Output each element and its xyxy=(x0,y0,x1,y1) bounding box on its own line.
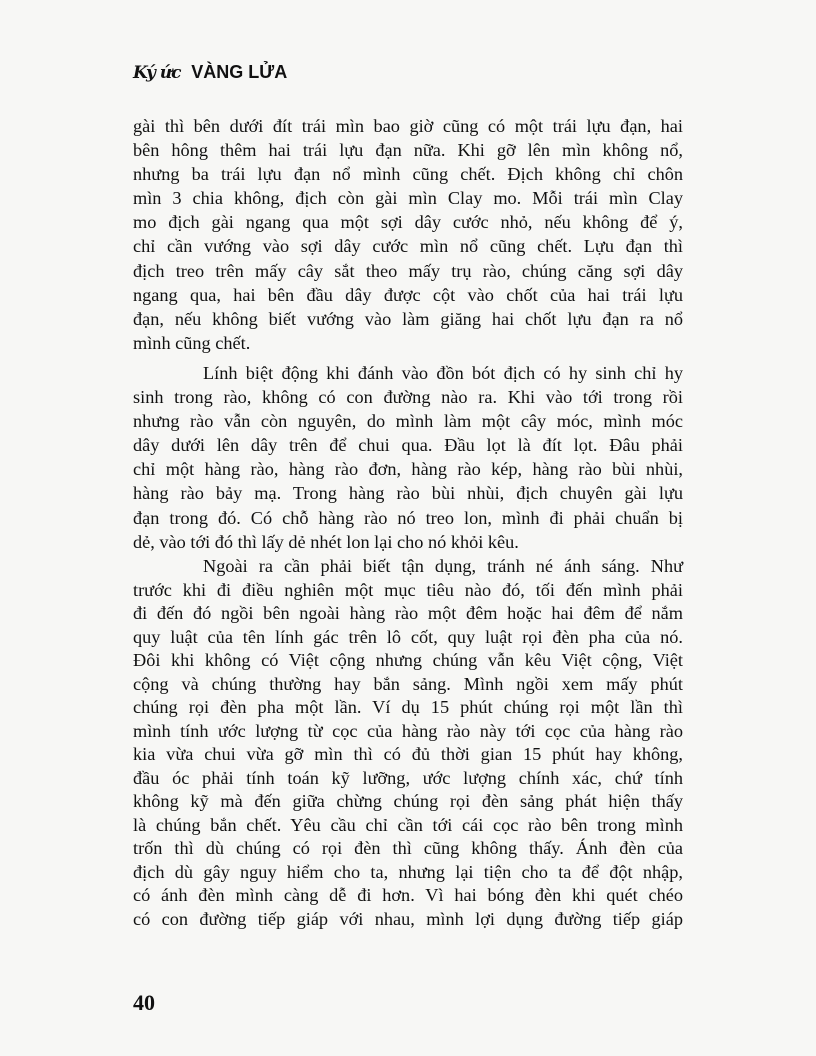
text-line: địch dù gây nguy hiểm cho ta, nhưng lại tiện cho ta để đột nhập, xyxy=(133,861,683,882)
text-line: nhưng rào vẫn còn nguyên, do mình làm một cây móc, mình móc xyxy=(133,411,683,432)
running-header xyxy=(133,62,287,84)
text-line: mo địch gài ngang qua một sợi dây cước nhỏ, nếu không để ý, xyxy=(133,212,683,233)
text-line: đầu óc phải tính toán kỹ lưỡng, ước lượng chính xác, chứ tính xyxy=(133,767,683,788)
paragraph-2 xyxy=(133,361,683,554)
text-line: quy luật của tên lính gác trên lô cốt, quy luật rọi đèn pha của nó. xyxy=(133,626,683,647)
header-script-text: Ký ức xyxy=(133,63,181,83)
text-line: dẻ, vào tới đó thì lấy dẻ nhét lon lại cho nó khỏi kêu. xyxy=(133,531,519,552)
page-number: 40 xyxy=(133,990,155,1015)
text-line: có ánh đèn mình càng dễ đi hơn. Vì hai bóng đèn khi quét chéo xyxy=(133,885,683,905)
text-line: đi đến đó ngồi bên ngoài hàng rào một đêm hoặc hai đêm để nắm xyxy=(133,603,683,623)
text-line: Lính biệt động khi đánh vào đồn bót địch có hy sinh chỉ hy xyxy=(203,363,683,383)
text-line: địch treo trên mấy cây sắt theo mấy trụ rào, chúng căng sợi dây xyxy=(133,260,683,281)
paragraph-3 xyxy=(133,555,683,931)
text-line: hàng rào bảy mạ. Trong hàng rào bùi nhùi, địch chuyên gài lựu xyxy=(133,483,683,504)
text-line: kia vừa chui vừa gỡ mìn thì có đủ thời gian 15 phút hay không, xyxy=(133,744,683,764)
text-line: đạn trong đó. Có chỗ hàng rào nó treo lon, mình đi phải chuẩn bị xyxy=(133,507,683,528)
text-line: dây dưới lên dây trên để chui qua. Đầu lọt là đít lọt. Đâu phải xyxy=(133,435,683,456)
text-line: mình cũng chết. xyxy=(133,332,251,353)
text-line: gài thì bên dưới đít trái mìn bao giờ cũng có một trái lựu đạn, hai xyxy=(133,116,683,136)
text-line: ngang qua, hai bên đầu dây được cột vào chốt của hai trái lựu xyxy=(133,284,683,305)
text-line: bên hông thêm hai trái lựu đạn nữa. Khi gỡ lên mìn không nổ, xyxy=(133,140,683,161)
paragraph-1 xyxy=(133,114,683,355)
text-line: Đôi khi không có Việt cộng nhưng chúng vẫn kêu Việt cộng, Việt xyxy=(133,650,683,670)
header-title: VÀNG LỬA xyxy=(191,62,288,82)
text-line: trước khi đi điều nghiên một mục tiêu nào đó, tối đến mình phải xyxy=(133,579,683,600)
text-line: là chúng bắn chết. Yêu cầu chỉ cần tới cái cọc rào bên trong mình xyxy=(133,814,683,835)
text-line: có con đường tiếp giáp với nhau, mình lợi dụng đường tiếp giáp xyxy=(133,908,683,929)
text-line: nhưng ba trái lựu đạn nổ mình cũng chết. Địch không chỉ chôn xyxy=(133,164,683,185)
text-line: chúng rọi đèn pha một lần. Ví dụ 15 phút chúng rọi một lần thì xyxy=(133,697,683,717)
text-line: mìn 3 chia không, địch còn gài mìn Clay mo. Mỗi trái mìn Clay xyxy=(133,188,683,209)
text-line: trốn thì dù chúng có rọi đèn thì cũng không thấy. Ánh đèn của xyxy=(133,838,683,858)
text-line: không kỹ mà đến giữa chừng chúng rọi đèn sảng phát hiện thấy xyxy=(133,791,683,811)
text-line: sinh trong rào, không có con đường nào ra. Khi vào tới trong rồi xyxy=(133,387,683,408)
text-line: Ngoài ra cần phải biết tận dụng, tránh né ánh sáng. Như xyxy=(203,556,683,576)
text-line: cộng và chúng thường hay bắn sảng. Mình ngồi xem mấy phút xyxy=(133,673,683,694)
text-line: chỉ một hàng rào, hàng rào đơn, hàng rào kép, hàng rào bùi nhùi, xyxy=(133,459,683,480)
text-line: đạn, nếu không biết vướng vào làm giăng hai chốt lựu đạn ra nổ xyxy=(133,308,683,329)
text-line: mình tính ước lượng từ cọc của hàng rào này tới cọc của hàng rào xyxy=(133,720,683,741)
text-line: chỉ cần vướng vào sợi dây cước mìn nổ cũng chết. Lựu đạn thì xyxy=(133,236,683,257)
